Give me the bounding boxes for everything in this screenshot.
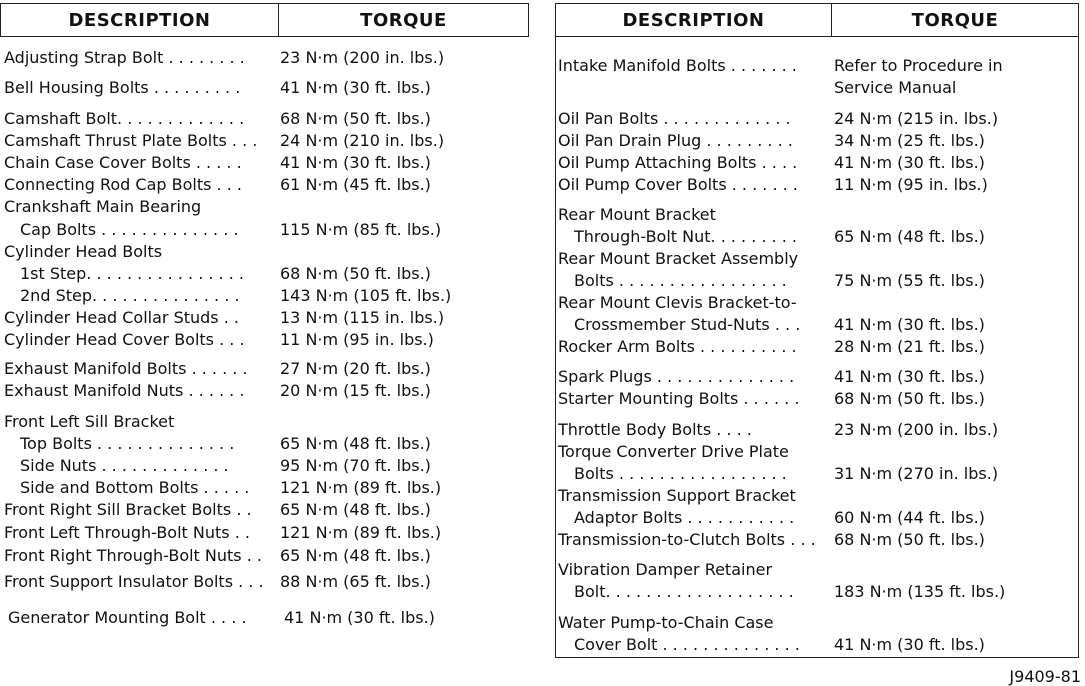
row-description: Camshaft Thrust Plate Bolts . . . xyxy=(4,131,258,150)
row-description: Front Left Sill Bracket xyxy=(4,412,175,431)
row-torque-value: 115 N·m (85 ft. lbs.) xyxy=(280,220,442,239)
row-description: Through-Bolt Nut. . . . . . . . . xyxy=(574,227,797,246)
table-row xyxy=(0,307,529,329)
table-row xyxy=(556,152,1078,174)
table-row xyxy=(556,226,1078,248)
table-row xyxy=(0,522,529,544)
row-description: Side Nuts . . . . . . . . . . . . . xyxy=(20,456,229,475)
row-description: Generator Mounting Bolt . . . . xyxy=(8,608,247,627)
table-row xyxy=(556,77,1078,99)
row-torque-value: 41 N·m (30 ft. lbs.) xyxy=(834,153,985,172)
row-torque-value: 13 N·m (115 in. lbs.) xyxy=(280,308,445,327)
row-description: Cover Bolt . . . . . . . . . . . . . . xyxy=(574,635,800,654)
row-description: Top Bolts . . . . . . . . . . . . . . xyxy=(20,434,235,453)
row-description: Rear Mount Bracket Assembly xyxy=(558,249,799,268)
table-row xyxy=(556,559,1078,581)
row-description: 2nd Step. . . . . . . . . . . . . . . xyxy=(20,286,240,305)
table-row xyxy=(0,358,529,380)
table-row xyxy=(556,336,1078,358)
table-row xyxy=(0,499,529,521)
table-row xyxy=(556,314,1078,336)
row-description: 1st Step. . . . . . . . . . . . . . . . xyxy=(20,264,244,283)
row-torque-value: 41 N·m (30 ft. lbs.) xyxy=(834,367,985,386)
table-row xyxy=(556,581,1078,603)
row-torque-value: 68 N·m (50 ft. lbs.) xyxy=(834,530,985,549)
table-row xyxy=(556,634,1078,656)
table-row xyxy=(0,433,529,455)
row-torque-value: 34 N·m (25 ft. lbs.) xyxy=(834,131,985,150)
row-description: Rocker Arm Bolts . . . . . . . . . . xyxy=(558,337,797,356)
row-torque-value: 68 N·m (50 ft. lbs.) xyxy=(834,389,985,408)
row-torque-value: 41 N·m (30 ft. lbs.) xyxy=(280,78,431,97)
row-torque-value: 95 N·m (70 ft. lbs.) xyxy=(280,456,431,475)
row-description: Intake Manifold Bolts . . . . . . . xyxy=(558,56,797,75)
table-row xyxy=(0,411,529,433)
row-torque-value: 121 N·m (89 ft. lbs.) xyxy=(280,523,442,542)
table-row xyxy=(0,380,529,402)
table-row xyxy=(0,241,529,263)
torque-column-header: TORQUE xyxy=(911,9,999,31)
table-row xyxy=(556,248,1078,270)
row-description: Exhaust Manifold Nuts . . . . . . xyxy=(4,381,245,400)
row-torque-value: 75 N·m (55 ft. lbs.) xyxy=(834,271,985,290)
row-description: Torque Converter Drive Plate xyxy=(558,442,789,461)
table-row xyxy=(0,477,529,499)
row-description: Transmission Support Bracket xyxy=(558,486,796,505)
table-row xyxy=(556,108,1078,130)
left-table-body xyxy=(0,37,529,645)
row-description: Bolts . . . . . . . . . . . . . . . . . xyxy=(574,271,787,290)
row-description: Starter Mounting Bolts . . . . . . xyxy=(558,389,800,408)
row-description: Bell Housing Bolts . . . . . . . . . xyxy=(4,78,241,97)
row-description: Chain Case Cover Bolts . . . . . xyxy=(4,153,242,172)
row-description: Front Right Sill Bracket Bolts . . xyxy=(4,500,252,519)
row-torque-value: 143 N·m (105 ft. lbs.) xyxy=(280,286,452,305)
row-description: Oil Pan Bolts . . . . . . . . . . . . . xyxy=(558,109,791,128)
table-row xyxy=(556,55,1078,77)
table-row xyxy=(556,204,1078,226)
row-description: Bolts . . . . . . . . . . . . . . . . . xyxy=(574,464,787,483)
row-description: Front Support Insulator Bolts . . . xyxy=(4,572,264,591)
row-description: Vibration Damper Retainer xyxy=(558,560,773,579)
table-row xyxy=(556,485,1078,507)
table-row xyxy=(0,285,529,307)
row-torque-value: 11 N·m (95 in. lbs.) xyxy=(834,175,988,194)
row-torque-value: 60 N·m (44 ft. lbs.) xyxy=(834,508,985,527)
row-description: Crankshaft Main Bearing xyxy=(4,197,202,216)
torque-column-header: TORQUE xyxy=(360,9,447,31)
row-torque-value: 41 N·m (30 ft. lbs.) xyxy=(834,635,985,654)
table-row xyxy=(556,130,1078,152)
row-torque-value: 24 N·m (210 in. lbs.) xyxy=(280,131,445,150)
table-row xyxy=(556,388,1078,410)
table-row xyxy=(556,441,1078,463)
row-description: Transmission-to-Clutch Bolts . . . xyxy=(558,530,816,549)
row-torque-value: 20 N·m (15 ft. lbs.) xyxy=(280,381,431,400)
left-torque-table xyxy=(0,3,529,645)
row-torque-value: 41 N·m (30 ft. lbs.) xyxy=(280,153,431,172)
row-torque-value: 24 N·m (215 in. lbs.) xyxy=(834,109,999,128)
row-torque-value: Service Manual xyxy=(834,78,957,97)
table-row xyxy=(556,366,1078,388)
row-torque-value: 61 N·m (45 ft. lbs.) xyxy=(280,175,431,194)
row-torque-value: 41 N·m (30 ft. lbs.) xyxy=(284,608,435,627)
row-description: Cylinder Head Bolts xyxy=(4,242,163,261)
table-row xyxy=(0,108,529,130)
table-row xyxy=(556,270,1078,292)
row-torque-value: 41 N·m (30 ft. lbs.) xyxy=(834,315,985,334)
row-description: Throttle Body Bolts . . . . xyxy=(558,420,752,439)
table-row xyxy=(0,77,529,99)
row-description: Adjusting Strap Bolt . . . . . . . . xyxy=(4,48,245,67)
row-description: Bolt. . . . . . . . . . . . . . . . . . . xyxy=(574,582,794,601)
right-table-body xyxy=(555,37,1079,658)
table-row xyxy=(556,419,1078,441)
figure-reference: J9409-81 xyxy=(1009,667,1081,686)
row-torque-value: 27 N·m (20 ft. lbs.) xyxy=(280,359,431,378)
table-row xyxy=(556,174,1078,196)
row-description: Front Left Through-Bolt Nuts . . xyxy=(4,523,250,542)
row-description: Connecting Rod Cap Bolts . . . xyxy=(4,175,242,194)
row-torque-value: 11 N·m (95 in. lbs.) xyxy=(280,330,434,349)
table-row xyxy=(0,455,529,477)
row-description: Oil Pump Cover Bolts . . . . . . . xyxy=(558,175,798,194)
description-column-header: DESCRIPTION xyxy=(556,4,832,36)
table-row xyxy=(556,529,1078,551)
row-description: Water Pump-to-Chain Case xyxy=(558,613,774,632)
row-description: Adaptor Bolts . . . . . . . . . . . xyxy=(574,508,795,527)
table-row xyxy=(556,507,1078,529)
right-table-header xyxy=(555,3,1079,37)
row-torque-value: 121 N·m (89 ft. lbs.) xyxy=(280,478,442,497)
description-column-header: DESCRIPTION xyxy=(1,4,279,36)
table-row xyxy=(556,612,1078,634)
row-description: Cylinder Head Collar Studs . . xyxy=(4,308,239,327)
row-torque-value: Refer to Procedure in xyxy=(834,56,1003,75)
table-row xyxy=(0,152,529,174)
table-row xyxy=(556,463,1078,485)
row-torque-value: 28 N·m (21 ft. lbs.) xyxy=(834,337,985,356)
table-row xyxy=(0,174,529,196)
row-torque-value: 65 N·m (48 ft. lbs.) xyxy=(280,434,431,453)
row-description: Rear Mount Bracket xyxy=(558,205,716,224)
row-torque-value: 23 N·m (200 in. lbs.) xyxy=(834,420,999,439)
table-row xyxy=(0,607,529,629)
table-row xyxy=(0,571,529,593)
row-description: Cap Bolts . . . . . . . . . . . . . . xyxy=(20,220,239,239)
row-torque-value: 65 N·m (48 ft. lbs.) xyxy=(280,546,431,565)
right-torque-table xyxy=(555,3,1079,658)
row-torque-value: 23 N·m (200 in. lbs.) xyxy=(280,48,445,67)
row-torque-value: 68 N·m (50 ft. lbs.) xyxy=(280,264,431,283)
row-description: Side and Bottom Bolts . . . . . xyxy=(20,478,250,497)
row-description: Exhaust Manifold Bolts . . . . . . xyxy=(4,359,248,378)
row-torque-value: 88 N·m (65 ft. lbs.) xyxy=(280,572,431,591)
row-description: Oil Pump Attaching Bolts . . . . xyxy=(558,153,798,172)
table-row xyxy=(556,292,1078,314)
row-torque-value: 183 N·m (135 ft. lbs.) xyxy=(834,582,1006,601)
table-row xyxy=(0,219,529,241)
row-torque-value: 31 N·m (270 in. lbs.) xyxy=(834,464,999,483)
row-torque-value: 65 N·m (48 ft. lbs.) xyxy=(280,500,431,519)
row-description: Crossmember Stud-Nuts . . . xyxy=(574,315,801,334)
left-table-header xyxy=(0,3,529,37)
row-torque-value: 68 N·m (50 ft. lbs.) xyxy=(280,109,431,128)
table-row xyxy=(0,47,529,69)
table-row xyxy=(0,545,529,567)
row-description: Camshaft Bolt. . . . . . . . . . . . . xyxy=(4,109,245,128)
row-description: Spark Plugs . . . . . . . . . . . . . . xyxy=(558,367,795,386)
table-row xyxy=(0,329,529,351)
table-row xyxy=(0,196,529,218)
row-description: Cylinder Head Cover Bolts . . . xyxy=(4,330,245,349)
row-description: Rear Mount Clevis Bracket-to- xyxy=(558,293,797,312)
table-row xyxy=(0,263,529,285)
row-torque-value: 65 N·m (48 ft. lbs.) xyxy=(834,227,985,246)
row-description: Oil Pan Drain Plug . . . . . . . . . xyxy=(558,131,793,150)
row-description: Front Right Through-Bolt Nuts . . xyxy=(4,546,262,565)
table-row xyxy=(0,130,529,152)
